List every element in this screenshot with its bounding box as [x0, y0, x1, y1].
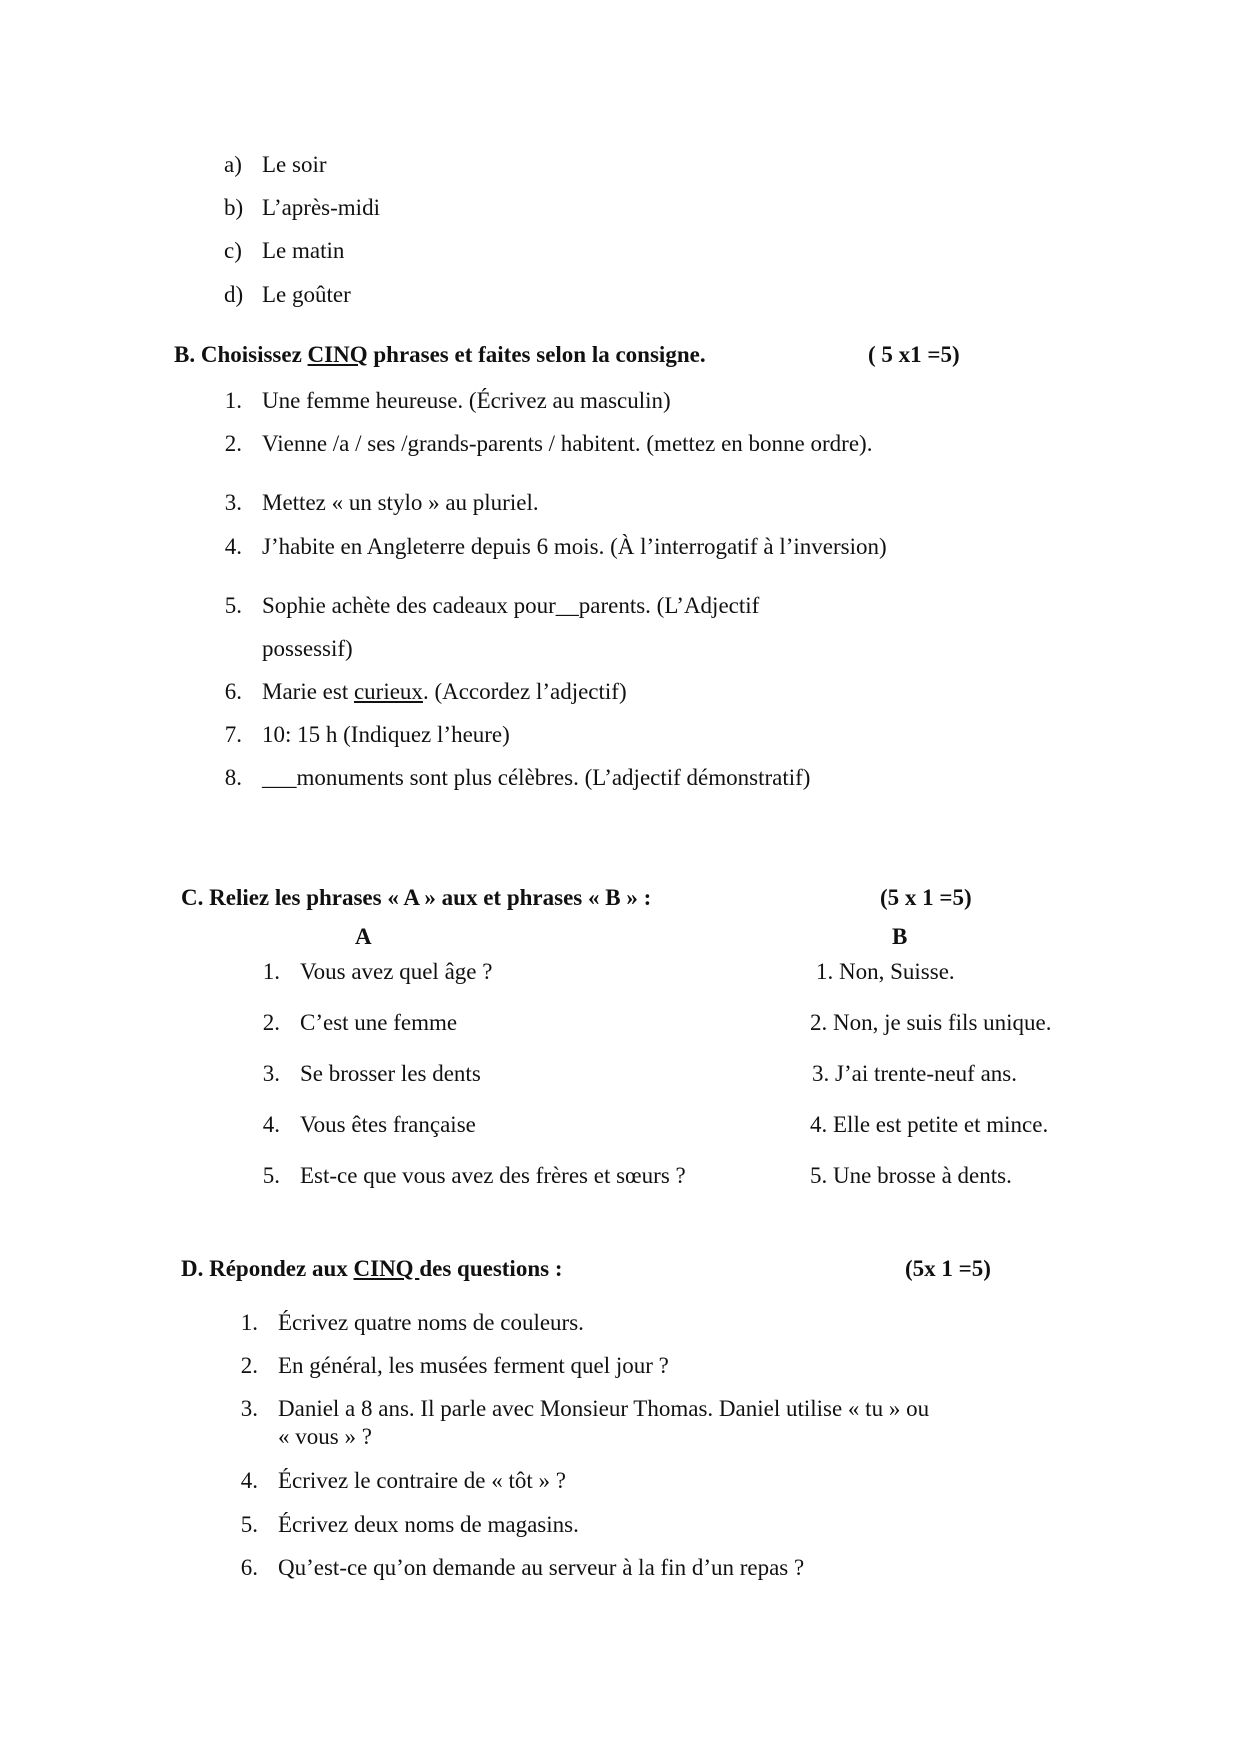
- column-a-number: 5.: [262, 1163, 280, 1188]
- question-text-continued: « vous » ?: [278, 1424, 372, 1449]
- column-a-item: Se brosser les dents: [300, 1061, 481, 1086]
- item-text: ___monuments sont plus célèbres. (L’adjectif démonstratif): [262, 765, 811, 790]
- question-number: 3.: [240, 1396, 258, 1421]
- column-a-item: Est-ce que vous avez des frères et sœurs ?: [300, 1163, 686, 1188]
- option-text: L’après-midi: [262, 195, 380, 220]
- section-c-heading: C. Reliez les phrases « A » aux et phrases « B » :: [181, 885, 652, 910]
- column-b-item: 1. Non, Suisse.: [816, 959, 955, 984]
- question-text: Daniel a 8 ans. Il parle avec Monsieur Thomas. Daniel utilise « tu » ou: [278, 1396, 930, 1421]
- question-text: Écrivez deux noms de magasins.: [278, 1512, 579, 1537]
- column-a-item: Vous avez quel âge ?: [300, 959, 493, 984]
- item-number: 3.: [224, 490, 242, 515]
- item-text: Vienne /a / ses /grands-parents / habitent. (mettez en bonne ordre).: [262, 431, 873, 456]
- question-text: Écrivez le contraire de « tôt » ?: [278, 1468, 566, 1493]
- question-text: En général, les musées ferment quel jour ?: [278, 1353, 669, 1378]
- column-b-item: 2. Non, je suis fils unique.: [810, 1010, 1052, 1035]
- section-b-heading: B. Choisissez CINQ phrases et faites selon la consigne.: [174, 342, 706, 367]
- item-text: 10: 15 h (Indiquez l’heure): [262, 722, 510, 747]
- column-a-number: 1.: [262, 959, 280, 984]
- column-b-item: 5. Une brosse à dents.: [810, 1163, 1012, 1188]
- column-a-number: 4.: [262, 1112, 280, 1137]
- section-d-heading: D. Répondez aux CINQ des questions :: [181, 1256, 563, 1281]
- item-number: 5.: [224, 593, 242, 618]
- column-a-item: Vous êtes française: [300, 1112, 476, 1137]
- column-a-number: 3.: [262, 1061, 280, 1086]
- column-a-number: 2.: [262, 1010, 280, 1035]
- item-text: Mettez « un stylo » au pluriel.: [262, 490, 539, 515]
- item-text: Une femme heureuse. (Écrivez au masculin): [262, 388, 671, 413]
- question-number: 6.: [240, 1555, 258, 1580]
- option-text: Le goûter: [262, 282, 351, 307]
- item-number: 1.: [224, 388, 242, 413]
- column-b-item: 4. Elle est petite et mince.: [810, 1112, 1049, 1137]
- option-marker: a): [224, 152, 242, 177]
- column-a-label: A: [355, 924, 372, 949]
- item-text: Marie est curieux. (Accordez l’adjectif): [262, 679, 627, 704]
- question-number: 5.: [240, 1512, 258, 1537]
- item-text: Sophie achète des cadeaux pour__parents. (L’Adjectif: [262, 593, 760, 618]
- section-d-marks: (5x 1 =5): [905, 1256, 991, 1281]
- item-number: 2.: [224, 431, 242, 456]
- question-number: 4.: [240, 1468, 258, 1493]
- item-text: J’habite en Angleterre depuis 6 mois. (À l’interrogatif à l’inversion): [262, 534, 887, 559]
- section-c-marks: (5 x 1 =5): [880, 885, 972, 910]
- option-text: Le soir: [262, 152, 327, 177]
- column-b-label: B: [892, 924, 908, 949]
- item-number: 8.: [224, 765, 242, 790]
- question-text: Écrivez quatre noms de couleurs.: [278, 1310, 584, 1335]
- item-number: 6.: [224, 679, 242, 704]
- option-marker: d): [224, 282, 244, 307]
- question-number: 1.: [240, 1310, 258, 1335]
- question-number: 2.: [240, 1353, 258, 1378]
- option-marker: c): [224, 238, 242, 263]
- item-text-continued: possessif): [262, 636, 353, 661]
- option-text: Le matin: [262, 238, 345, 263]
- column-a-item: C’est une femme: [300, 1010, 458, 1035]
- option-marker: b): [224, 195, 244, 220]
- question-text: Qu’est-ce qu’on demande au serveur à la fin d’un repas ?: [278, 1555, 805, 1580]
- item-number: 4.: [224, 534, 242, 559]
- item-number: 7.: [224, 722, 242, 747]
- column-b-item: 3. J’ai trente-neuf ans.: [812, 1061, 1018, 1086]
- section-b-marks: ( 5 x1 =5): [868, 342, 960, 367]
